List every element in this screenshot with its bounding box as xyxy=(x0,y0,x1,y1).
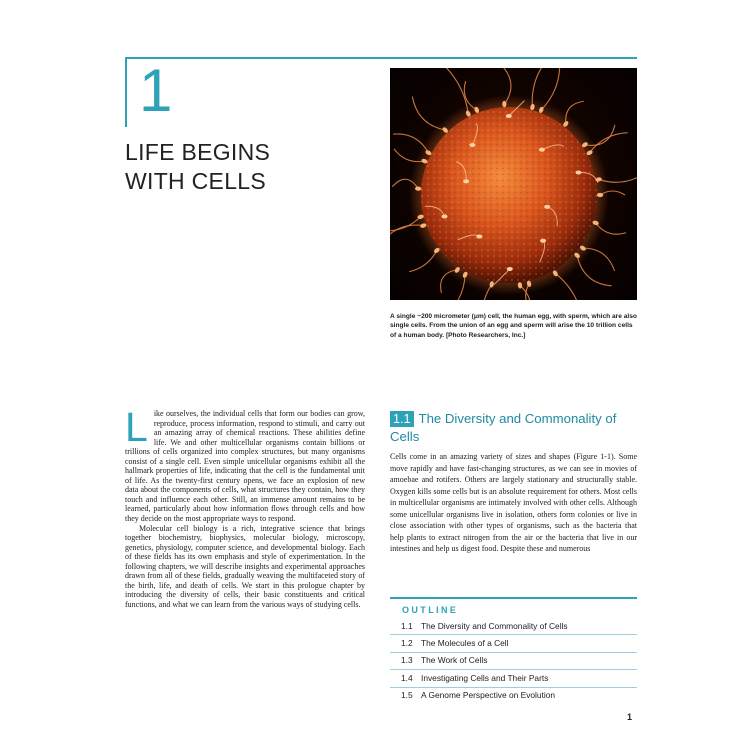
chapter-title xyxy=(125,138,270,196)
chapter-rule-vertical xyxy=(125,57,127,127)
sperm-head xyxy=(506,114,512,118)
outline-item[interactable] xyxy=(390,687,637,704)
figure-credit: [Photo Researchers, Inc.] xyxy=(445,331,526,339)
section-text-column xyxy=(390,451,637,555)
outline-item-number: 1.1 xyxy=(401,620,413,631)
sperm-head xyxy=(575,171,581,175)
intro-paragraph-2: Molecular cell biology is a rich, integrative science that brings together biochemistry, biophysics, molecular biology, microscopy, genetics, physiology, computer science, and developmental biology. Each of these fields has its own emphasis and style of experimentation. In the following chapters, we will describe insights and experimental approaches drawn from all of these fields, gradually weaving the multifaceted story of the birth, life, and death of cells. We start in this prologue chapter by introducing the diversity of cells, their basic constituents and critical functions, and what we can learn from the various ways of studying cells. xyxy=(125,523,365,609)
chapter-title-line-2: WITH CELLS xyxy=(125,168,267,194)
chapter-rule-horizontal xyxy=(125,57,637,59)
sperm-head xyxy=(441,214,447,218)
egg-illustration xyxy=(390,68,637,300)
intro-text-column xyxy=(125,404,365,609)
outline-item-label: A Genome Perspective on Evolution xyxy=(421,690,556,701)
sperm-head xyxy=(540,239,546,243)
section-title: The Diversity and Commonality of Cells xyxy=(390,411,617,444)
chapter-number: 1 xyxy=(139,57,173,124)
sperm-head xyxy=(507,267,513,271)
outline-item[interactable] xyxy=(390,669,637,686)
outline-title: OUTLINE xyxy=(402,605,459,615)
outline-item-label: Investigating Cells and Their Parts xyxy=(421,672,549,683)
outline-item[interactable] xyxy=(390,618,637,634)
section-paragraph: Cells come in an amazing variety of sizes and shapes (Figure 1-1). Some move rapidly and have fast-changing structures, as we can see in movies of amoebae and rotifers. Others are largely stationary and structurally stable. Oxygen kills some cells but is an absolute requirement for others. Most cells in multicellular organisms are intimately involved with other cells. Although some unicellular organisms live in isolation, others form colonies or live in close association with other types of organisms, such as the bacteria that help plants to extract nitrogen from the air or the bacteria that live in our intestines and help us digest food. Despite these and numerous xyxy=(390,452,637,553)
outline-item-label: The Molecules of a Cell xyxy=(421,637,509,648)
chapter-title-line-1: LIFE BEGINS xyxy=(125,139,271,165)
egg-and-sperm-photo xyxy=(390,68,637,300)
sperm-head xyxy=(597,193,603,197)
sperm-head xyxy=(463,179,469,183)
outline-list xyxy=(390,618,637,704)
sperm-head xyxy=(469,143,475,147)
outline-item-number: 1.3 xyxy=(401,655,413,666)
figure-caption xyxy=(390,312,640,340)
chapter-outline xyxy=(390,597,637,706)
outline-item-label: The Diversity and Commonality of Cells xyxy=(421,620,568,631)
sperm-head xyxy=(544,205,550,209)
figure-caption-text: A single ~200 micrometer (μm) cell, the human egg, with sperm, which are also single cells. From the union of an egg and sperm will arise the 10 trillion cells of a human body. xyxy=(390,313,637,339)
egg-texture xyxy=(421,107,597,283)
outline-item-number: 1.2 xyxy=(401,637,413,648)
outline-item-number: 1.4 xyxy=(401,672,413,683)
drop-cap: L xyxy=(125,404,148,450)
section-number: 1.1 xyxy=(390,411,414,427)
section-heading xyxy=(390,410,640,446)
sperm-head xyxy=(476,235,482,239)
sperm-head xyxy=(539,148,545,152)
intro-paragraph-1: ike ourselves, the individual cells that form our bodies can grow, reproduce, process information, respond to stimuli, and carry out an amazing array of chemical reactions. These abilities define life. We and other multicellular organisms contain billions or trillions of cells organized into complex structures, but many organisms consist of a single cell. Even simple unicellular organisms exhibit all the hallmark properties of life, indicating that the cell is the fundamental unit of life. As the twenty-first century opens, we face an explosion of new data about the components of cells, what structures they contain, how they touch and influence each other. Still, an immense amount remains to be learned, particularly about how information flows through cells and how they decide on the most appropriate ways to respond. xyxy=(125,409,365,524)
outline-item[interactable] xyxy=(390,634,637,651)
page-number: 1 xyxy=(627,712,633,722)
outline-item[interactable] xyxy=(390,652,637,669)
outline-item-label: The Work of Cells xyxy=(421,655,488,666)
outline-item-number: 1.5 xyxy=(401,690,413,701)
